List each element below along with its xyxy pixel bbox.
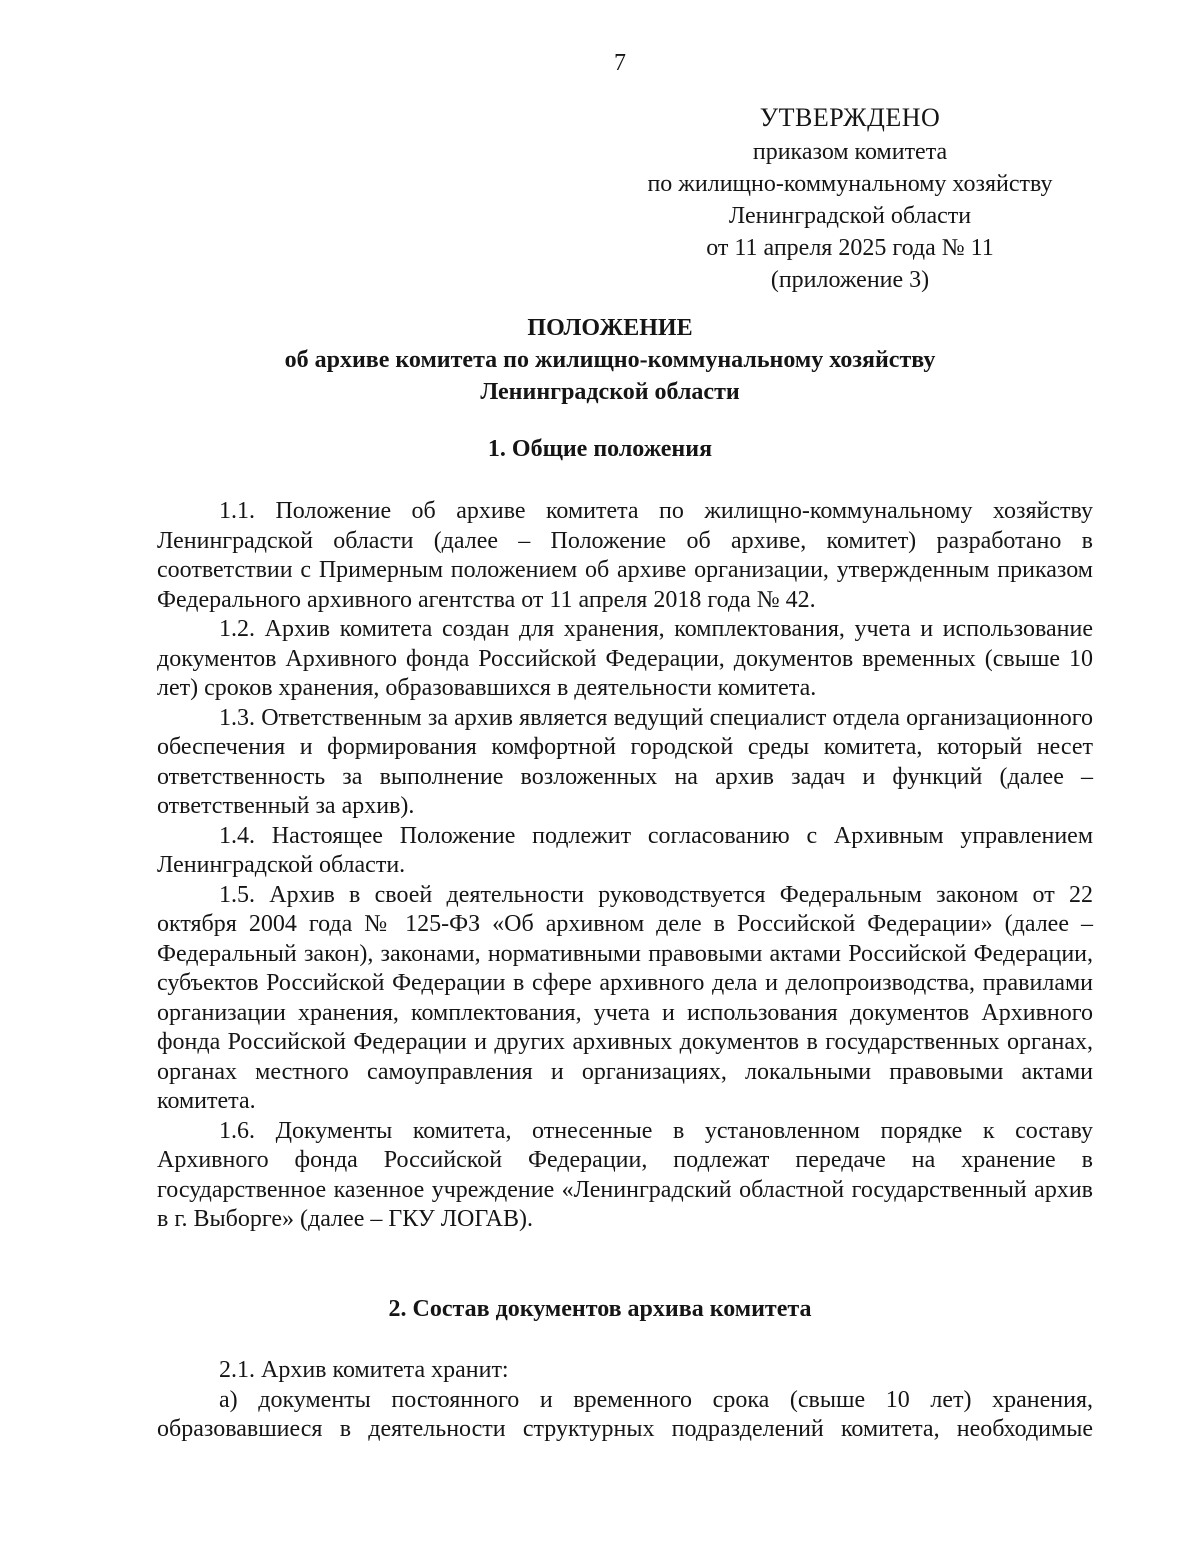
- paragraph: а) документы постоянного и временного срока (свыше 10 лет) хранения, образовавшиеся в деятельности структурных подразделений комитета, необходимые: [157, 1386, 1093, 1442]
- document-subtitle: об архиве комитета по жилищно-коммунальному хозяйству: [284, 347, 936, 373]
- document-subtitle: Ленинградской области: [480, 379, 740, 405]
- page-number: 7: [614, 50, 626, 76]
- approval-line: по жилищно-коммунальному хозяйству: [647, 171, 1053, 197]
- paragraph: 1.6. Документы комитета, отнесенные в установленном порядке к составу Архивного фонда Российской Федерации, подлежат передаче на хранение в государственное казенное учреждение «Ленинградский областной государственный архив в г. Выборге» (далее – ГКУ ЛОГАВ).: [157, 1117, 1093, 1232]
- paragraph: 1.4. Настоящее Положение подлежит согласованию с Архивным управлением Ленинградской области.: [157, 822, 1093, 878]
- approval-line: приказом комитета: [752, 139, 948, 165]
- paragraph: 1.5. Архив в своей деятельности руководствуется Федеральным законом от 22 октября 2004 года № 125-ФЗ «Об архивном деле в Российской Федерации» (далее – Федеральный закон), законами, нормативными правовыми актами Российской Федерации, субъектов Российской Федерации в сфере архивного дела и делопроизводства, правилами организации хранения, комплектования, учета и использования документов Архивного фонда Российской Федерации и других архивных документов в государственных органах, органах местного самоуправления и организациях, локальными правовыми актами комитета.: [157, 881, 1093, 1114]
- approval-line: (приложение 3): [770, 267, 930, 293]
- approval-line: от 11 апреля 2025 года № 11: [706, 235, 994, 261]
- approval-stamp-block: [600, 102, 1100, 296]
- paragraph: 1.3. Ответственным за архив является ведущий специалист отдела организационного обеспечения и формирования комфортной городской среды комитета, который несет ответственность за выполнение возложенных на архив задач и функций (далее – ответственный за архив).: [157, 704, 1093, 819]
- paragraph: 1.2. Архив комитета создан для хранения, комплектования, учета и использование документов Архивного фонда Российской Федерации, документов временных (свыше 10 лет) сроков хранения, образовавшихся в деятельности комитета.: [157, 616, 1093, 701]
- document-title-block: [200, 312, 1020, 408]
- approval-line: Ленинградской области: [728, 203, 972, 229]
- section-heading: 2. Состав документов архива комитета: [388, 1296, 812, 1322]
- section-heading: 1. Общие положения: [487, 436, 713, 462]
- section-body: [157, 1356, 1093, 1445]
- approval-title: УТВЕРЖДЕНО: [759, 103, 941, 132]
- paragraph: 1.1. Положение об архиве комитета по жилищно-коммунальному хозяйству Ленинградской области (далее – Положение об архиве, комитет) разработано в соответствии с Примерным положением об архиве организации, утвержденным приказом Федерального архивного агентства от 11 апреля 2018 года № 42.: [157, 498, 1093, 613]
- paragraph: 2.1. Архив комитета хранит:: [219, 1357, 509, 1383]
- section-body: [157, 497, 1093, 1235]
- document-title: ПОЛОЖЕНИЕ: [527, 315, 693, 341]
